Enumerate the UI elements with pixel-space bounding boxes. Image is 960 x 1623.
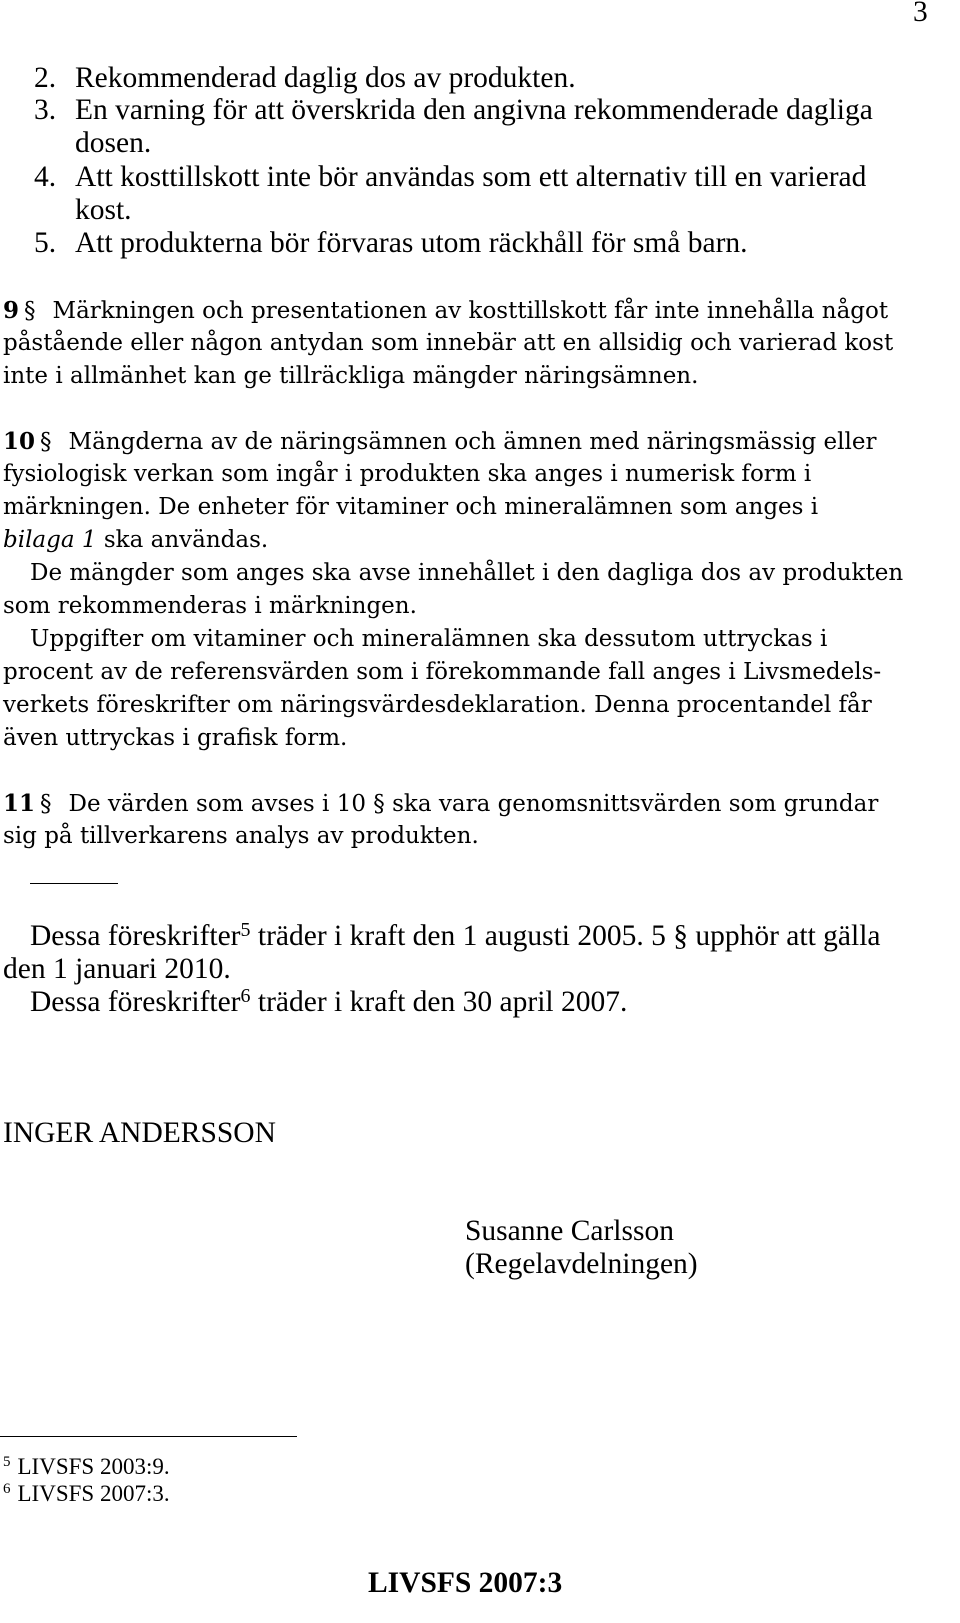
- footnote-reference: 6: [240, 984, 251, 1007]
- entry-line: den 1 januari 2010.: [3, 952, 231, 985]
- footnote-number: 5: [3, 1453, 11, 1470]
- list-item-number: 5.: [34, 226, 57, 259]
- list-item-line: Rekommenderad daglig dos av produkten.: [75, 61, 576, 94]
- list-item: [34, 161, 866, 227]
- section-first-line: [3, 787, 878, 820]
- section-text-line: Uppgifter om vitaminer och mineralämnen ska dessutom uttryckas i: [30, 625, 828, 652]
- entry-line: [3, 920, 881, 953]
- section-10: [3, 425, 903, 755]
- list-item: [34, 227, 748, 260]
- section-text: Mängderna av de näringsämnen och ämnen med näringsmässig eller: [68, 428, 877, 455]
- footnote-number: 6: [3, 1480, 11, 1497]
- list-item-text: [75, 62, 576, 95]
- section-text-line: även uttryckas i grafisk form.: [3, 724, 348, 751]
- footnote-text: LIVSFS 2003:9.: [17, 1453, 170, 1479]
- page-footer: LIVSFS 2007:3: [368, 1566, 563, 1599]
- section-text-line: påstående eller någon antydan som innebär att en allsidig och varierad kost: [3, 329, 894, 356]
- list-item-line: kost.: [75, 194, 132, 226]
- signature-secondary-unit: (Regelavdelningen): [465, 1247, 698, 1280]
- footnote-separator: [0, 1436, 297, 1437]
- list-item-text: [75, 94, 873, 160]
- list-item-line: En varning för att överskrida den angivna rekommenderade dagliga: [75, 93, 873, 126]
- section-text-line: sig på tillverkarens analys av produkten.: [3, 822, 479, 849]
- footnote: [3, 1480, 170, 1507]
- section-text-line: inte i allmänhet kan ge tillräckliga mängder näringsämnen.: [3, 362, 699, 389]
- list-item-line: Att kosttillskott inte bör användas som ett alternativ till en varierad: [75, 161, 867, 193]
- list-item: [34, 62, 576, 95]
- entry-text: Dessa föreskrifter: [30, 919, 241, 952]
- entry-text: träder i kraft den 1 augusti 2005. 5 § upphör att gälla: [250, 919, 881, 952]
- signature-primary: INGER ANDERSSON: [3, 1116, 276, 1149]
- annex-reference: bilaga 1: [3, 526, 97, 553]
- section-text: ska användas.: [96, 526, 269, 553]
- list-item-text: [75, 227, 748, 260]
- section-first-line: [3, 425, 903, 458]
- list-item-line: dosen.: [75, 126, 152, 159]
- page-number: 3: [913, 0, 928, 28]
- list-item-text: [75, 161, 866, 227]
- entry-text: träder i kraft den 30 april 2007.: [250, 985, 628, 1018]
- section-sign: §: [24, 297, 36, 324]
- footnotes: [3, 1453, 170, 1507]
- section-text: Märkningen och presentationen av kosttillskott får inte innehålla något: [52, 297, 889, 324]
- section-sign: §: [40, 790, 52, 817]
- signature-secondary-name: Susanne Carlsson: [465, 1214, 674, 1247]
- section-text-line: verkets föreskrifter om näringsvärdesdeklaration. Denna procentandel får: [3, 691, 872, 718]
- section-first-line: [3, 294, 893, 327]
- footnote-reference: 5: [240, 918, 251, 941]
- entry-into-force: [3, 920, 881, 1019]
- list-item: [34, 94, 873, 160]
- section-text-line: procent av de referensvärden som i förekommande fall anges i Livsmedels-: [3, 658, 882, 685]
- section-text-line: fysiologisk verkan som ingår i produkten ska anges i numerisk form i: [3, 460, 812, 487]
- entry-text: Dessa föreskrifter: [30, 985, 241, 1018]
- section-number: 10: [3, 427, 36, 455]
- section-text-line: som rekommenderas i märkningen.: [3, 592, 417, 619]
- section-text-line: märkningen. De enheter för vitaminer och mineralämnen som anges i: [3, 493, 819, 520]
- footnote: [3, 1453, 170, 1480]
- entry-line: [3, 986, 881, 1019]
- section-text: De värden som avses i 10 § ska vara genomsnittsvärden som grundar: [68, 790, 879, 817]
- footnote-text: LIVSFS 2007:3.: [17, 1480, 170, 1506]
- list-item-number: 2.: [34, 61, 57, 94]
- section-text-line: [3, 524, 903, 557]
- list-item-line: Att produkterna bör förvaras utom räckhåll för små barn.: [75, 226, 748, 259]
- list-item-number: 3.: [34, 93, 57, 126]
- signature-secondary: [465, 1215, 698, 1281]
- section-9: [3, 294, 893, 393]
- section-11: [3, 787, 878, 853]
- section-text-line: De mängder som anges ska avse innehållet i den dagliga dos av produkten: [30, 559, 904, 586]
- separator-line: [30, 883, 118, 884]
- section-number: 9: [3, 296, 20, 324]
- section-number: 11: [3, 789, 36, 817]
- section-sign: §: [40, 428, 52, 455]
- list-item-number: 4.: [34, 161, 57, 193]
